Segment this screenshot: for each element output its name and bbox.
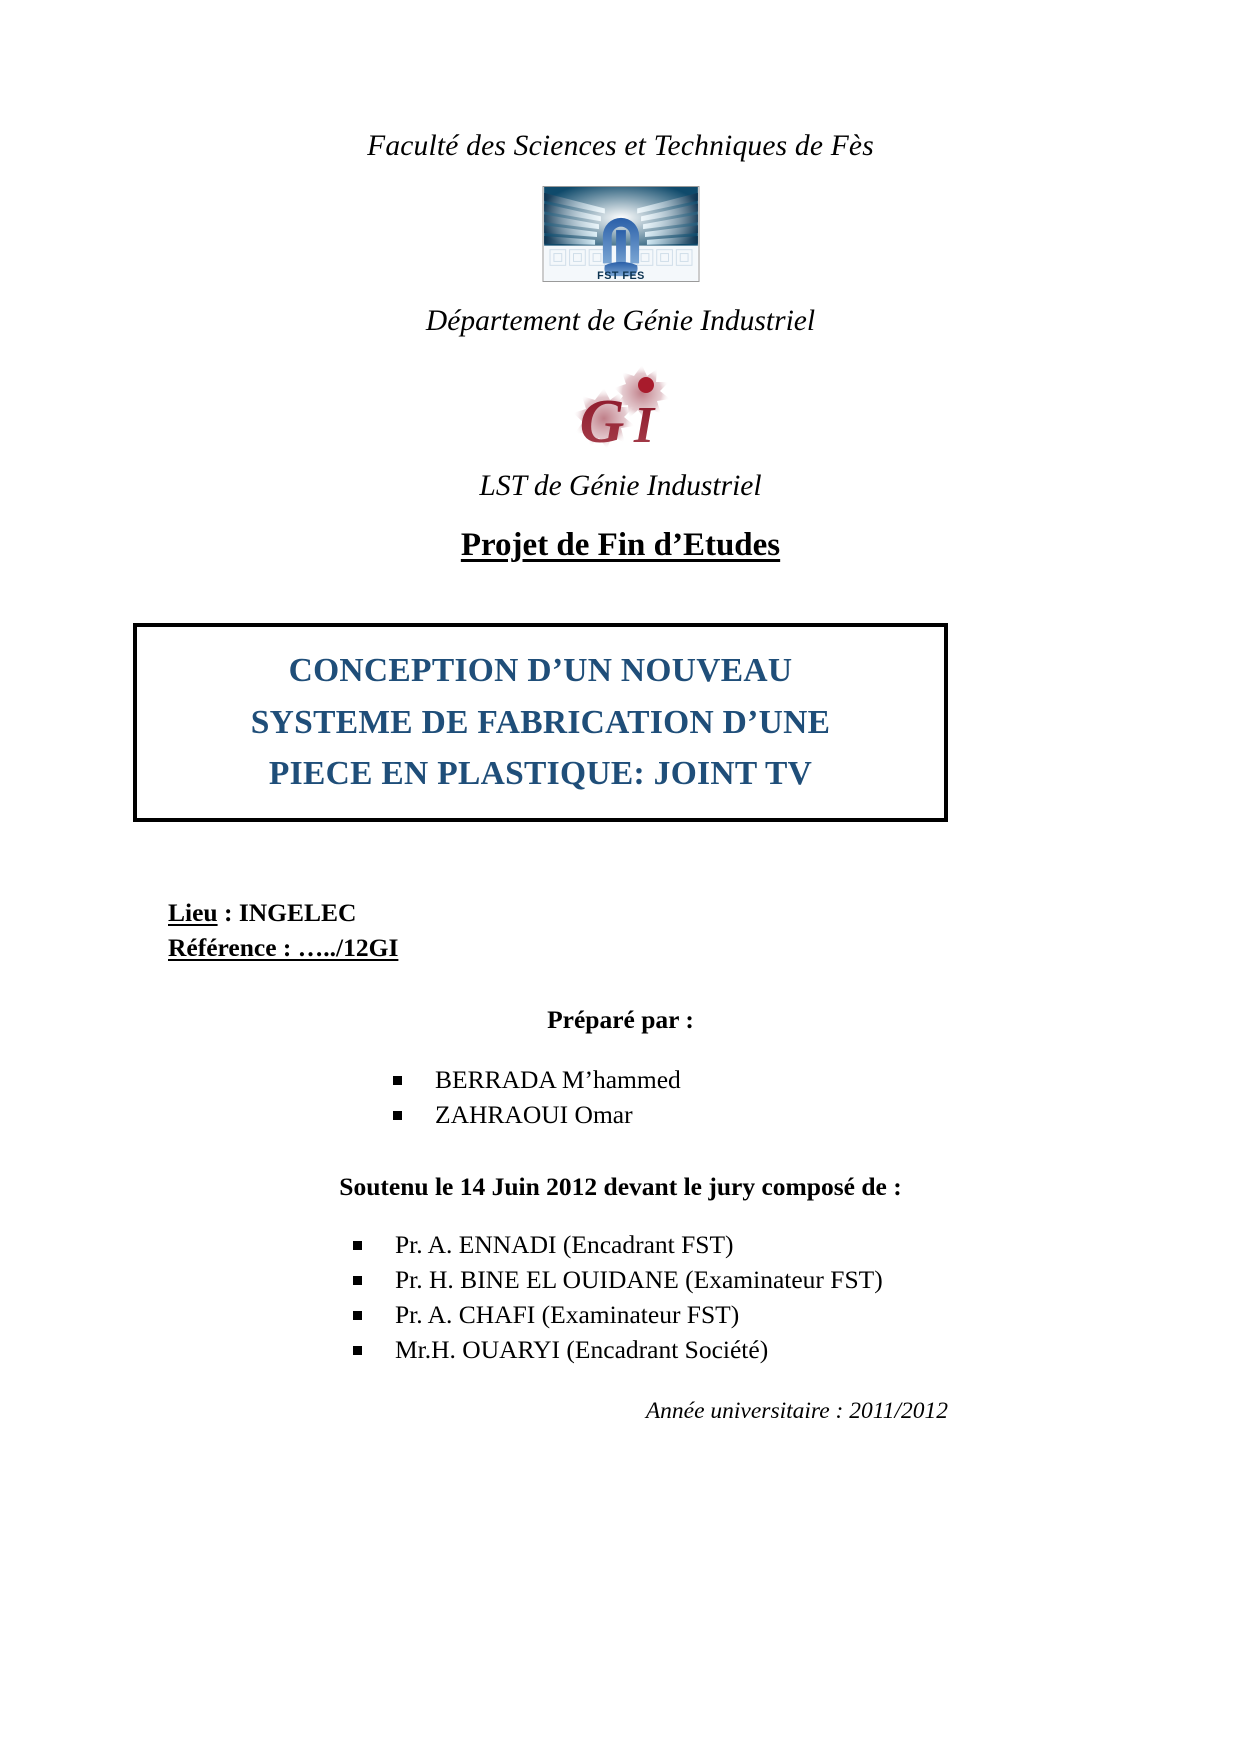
list-item — [353, 1298, 883, 1333]
location-line — [168, 895, 398, 930]
jury-member: Pr. A. CHAFI (Examinateur FST) — [395, 1299, 740, 1329]
svg-text:FST FES: FST FES — [596, 270, 645, 281]
program-name: LST de Génie Industriel — [479, 470, 762, 502]
thesis-title-box — [133, 623, 948, 822]
gi-logo — [556, 358, 686, 458]
jury-member: Pr. A. ENNADI (Encadrant FST) — [395, 1230, 734, 1259]
faculty-name: Faculté des Sciences et Techniques de Fès — [367, 130, 874, 162]
jury-member: Pr. H. BINE EL OUIDANE (Examinateur FST) — [395, 1264, 883, 1294]
list-item — [353, 1263, 883, 1298]
fst-fes-logo — [542, 186, 699, 282]
prepared-by-heading: Préparé par : — [547, 1005, 694, 1034]
svg-text:I: I — [633, 397, 654, 454]
list-item — [393, 1098, 681, 1133]
svg-text:G: G — [579, 388, 624, 456]
author-name: BERRADA M’hammed — [435, 1065, 681, 1094]
thesis-title-line-3: PIECE EN PLASTIQUE: JOINT TV — [268, 755, 813, 793]
department-name: Département de Génie Industriel — [425, 305, 816, 337]
list-item — [393, 1063, 681, 1098]
location-value: : INGELEC — [217, 898, 357, 927]
defense-heading: Soutenu le 14 Juin 2012 devant le jury composé de : — [339, 1172, 902, 1201]
project-heading-text: Projet de Fin d’Etudes — [460, 527, 781, 563]
jury-member: Mr.H. OUARYI (Encadrant Société) — [395, 1334, 769, 1364]
list-item — [353, 1333, 883, 1368]
thesis-title-line-2: SYSTEME DE FABRICATION D’UNE — [250, 703, 831, 741]
location-reference-block — [168, 895, 398, 965]
author-name: ZAHRAOUI Omar — [435, 1099, 633, 1129]
authors-list — [393, 1063, 681, 1133]
list-item — [353, 1228, 883, 1263]
jury-list — [353, 1228, 883, 1368]
academic-year: Année universitaire : 2011/2012 — [645, 1398, 948, 1424]
reference-line: Référence : …../12GI — [168, 933, 399, 963]
location-label: Lieu — [168, 898, 218, 927]
thesis-title-line-1: CONCEPTION D’UN NOUVEAU — [288, 651, 793, 689]
project-heading — [0, 527, 1241, 564]
